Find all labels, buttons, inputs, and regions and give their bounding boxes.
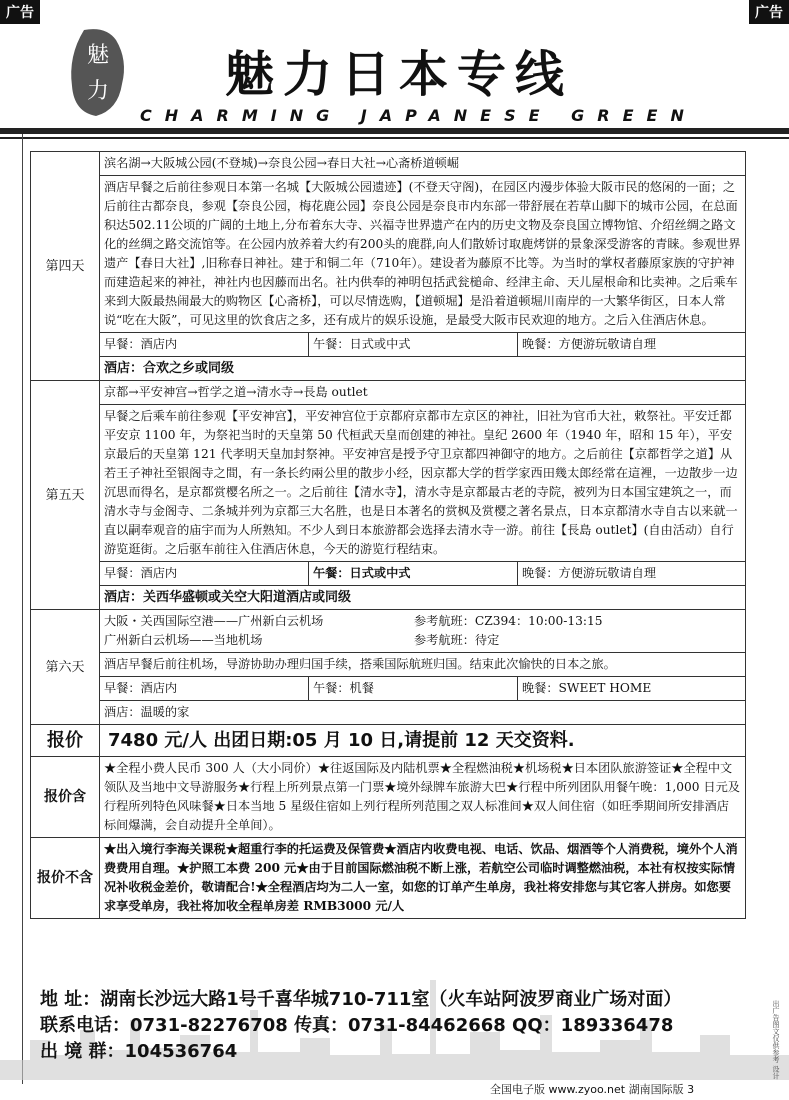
includes-text: ★全程小费人民币 300 人（大小同价）★往返国际及内陆机票★全程燃油税★机场税★日本团队旅游签证★全程中文领队及当地中文导游服务★行程上所列景点第一门票★境外绿牌车旅游大巴★行程中所列团队用餐午晚：1,000 日元及行程所列特色风味餐★日本当地 5 星级住宿如上列行程所列范围之双人标准间★双人间住宿（如旺季期间所安排酒店标间爆满，会自动提升全单间）。: [100, 757, 746, 838]
table-row: [31, 333, 746, 357]
excludes-label: 报价不含: [31, 838, 100, 919]
table-row: [31, 725, 746, 757]
desc-5: 早餐之后乘车前往参观【平安神宫】，平安神宫位于京都府京都市左京区的神社，旧社为官币大社，敕祭社。平安迁都平安京 1100 年，为祭祀当时的天皇第 50 代桓武天皇而创建的神社。皇纪 2600 年（1940 年，昭和 15 年），平安京最后的天皇第 121 代孝明天皇加封祭神。平安神宫是授予守卫京都四神御守的地方。之后前往【京都哲学之道】从若王子神社至银阁寺之間，有一条长约兩公里的散步小经，因京都大学的哲学家西田幾太郎经常在這裡，一边散步一边沉思而得名，是京都赏樱名所之一。之后前往【清水寺】，清水寺是京都最古老的寺院，被列为日本国宝建筑之一，而清水寺与金阁寺、二条城并列为京都三大名胜，也是日本著名的赏枫及赏樱之著名景点，日本京都清水寺自古以来就一直以嗣奉观音的庙宇而为人所熟知。不少人到日本旅游都会选择去清水寺一游。前往【長島 outlet】(自由活动）自行游览逛街。之后驱车前往入住酒店休息，今天的游览行程结束。: [100, 405, 746, 562]
table-row: [31, 152, 746, 176]
table-row: [31, 405, 746, 562]
logo-char-1: 魅: [86, 43, 110, 68]
day-label-4: 第四天: [31, 152, 100, 381]
hotel-5: 酒店：关西华盛顿或关空大阳道酒店或同级: [100, 586, 746, 610]
flights-6: [100, 610, 746, 653]
table-row: [31, 610, 746, 653]
price-text: 7480 元/人 出团日期:05 月 10 日,请提前 12 天交资料.: [100, 725, 746, 757]
brand-logo: [66, 26, 130, 118]
flight-ref-2: 参考航班：待定: [414, 633, 500, 647]
table-row: [31, 586, 746, 610]
contact-address: 地 址：湖南长沙远大路1号千喜华城710-711室（火车站阿波罗商业广场对面）: [40, 989, 682, 1010]
page-footer: 全国电子版 www.zyoo.net 湖南国际版 3: [490, 1083, 695, 1096]
itinerary-table: [30, 151, 746, 919]
dinner-6: 晚餐：SWEET HOME: [518, 677, 746, 701]
side-note: 出广告图文仅供参考 设计: [772, 1000, 780, 1080]
ad-tag-right: 广告: [749, 0, 789, 24]
excludes-text: ★出入境行李海关课税★超重行李的托运费及保管费★酒店内收费电视、电话、饮品、烟酒等个人消费税，境外个人消费费用自理。★护照工本费 200 元★由于目前国际燃油税不断上涨，若航空公司临时调整燃油税，本社有权按实际情况补收税金差价，敬请配合!★全程酒店均为二人一室，如您的订单产生单房，我社将安排您与其它客人拼房。如您要求享受单房，我社将加收全程单房差 RMB3000 元/人: [100, 838, 746, 919]
lunch-6: 午餐：机餐: [309, 677, 518, 701]
table-row: [31, 381, 746, 405]
logo-char-2: 力: [86, 79, 110, 104]
dinner-5: 晚餐：方便游玩敬请自理: [518, 562, 746, 586]
lunch-5: 午餐：日式或中式: [309, 562, 518, 586]
contact-group: 出 境 群：104536764: [40, 1041, 238, 1062]
page-title: 魅力日本专线: [225, 46, 574, 103]
table-row: [31, 677, 746, 701]
flight-ref-1: 参考航班：CZ394：10:00-13:15: [414, 614, 603, 628]
lunch-4: 午餐：日式或中式: [309, 333, 518, 357]
route-5: 京都→平安神宫→哲学之道→清水寺→長島 outlet: [100, 381, 746, 405]
table-row: [31, 838, 746, 919]
hotel-4: 酒店：合欢之乡或同级: [100, 357, 746, 381]
table-row: [31, 701, 746, 725]
breakfast-5: 早餐：酒店内: [100, 562, 309, 586]
header-divider: [0, 128, 789, 134]
day-label-6: 第六天: [31, 610, 100, 725]
table-row: [31, 176, 746, 333]
table-row: [31, 562, 746, 586]
table-row: [31, 653, 746, 677]
price-label: 报价: [31, 725, 100, 757]
page-subtitle: CHARMING JAPANESE GREEN: [140, 106, 697, 125]
breakfast-6: 早餐：酒店内: [100, 677, 309, 701]
hotel-6: 酒店：温暖的家: [100, 701, 746, 725]
desc-4: 酒店早餐之后前往参观日本第一名城【大阪城公园遗迹】(不登天守阁)，在园区内漫步体验大阪市民的悠闲的一面；之后前往古都奈良，参观【奈良公园，梅花鹿公园】奈良公园是奈良市内东部一带舒展在若草山脚下的城市公园，在总面积达502.11公顷的广阔的土地上,分布着东大寺、兴福寺世界遗产在内的历史文物及奈良国立博物馆、介绍丝绸之路文化的丝绸之路交流馆等。在公园内放养着大约有200头的鹿群,向人们散娇讨取鹿烤饼的景象深受游客的青睐。参观世界遗产【春日大社】,旧称春日神社。建于和铜二年（710年）。建设者为藤原不比等。为当时的掌权者藤原家族的守护神而建造起来的神社，神社内也因藤而出名。社内供奉的神明包括武瓮槌命、经津主命、天儿屋根命和比卖神。之后乘车来到大阪最热闹最大的购物区【心斋桥】，可以尽情选购，【道顿堀】是沿着道顿堀川南岸的一大繁华街区，日本人常说“吃在大阪”，可见这里的饮食店之多，还有成片的娱乐设施，是最受大阪市民欢迎的地方。之后入住酒店休息。: [100, 176, 746, 333]
header-divider-thin: [0, 137, 789, 139]
ad-tag-left: 广告: [0, 0, 40, 24]
flight-route-1: 大阪・关西国际空港——广州新白云机场: [104, 614, 324, 628]
day-label-5: 第五天: [31, 381, 100, 610]
table-row: [31, 757, 746, 838]
contact-phone: 联系电话：0731-82276708 传真：0731-84462668 QQ：189336478: [40, 1015, 674, 1036]
desc-6: 酒店早餐后前往机场，导游协助办理归国手续，搭乘国际航班归国。结束此次愉快的日本之旅。: [100, 653, 746, 677]
dinner-4: 晚餐：方便游玩敬请自理: [518, 333, 746, 357]
includes-label: 报价含: [31, 757, 100, 838]
breakfast-4: 早餐：酒店内: [100, 333, 309, 357]
route-4: 滨名湖→大阪城公园(不登城)→奈良公园→春日大社→心斋桥道顿崛: [100, 152, 746, 176]
table-row: [31, 357, 746, 381]
left-rule: [22, 134, 23, 1084]
flight-route-2: 广州新白云机场——当地机场: [104, 633, 263, 647]
